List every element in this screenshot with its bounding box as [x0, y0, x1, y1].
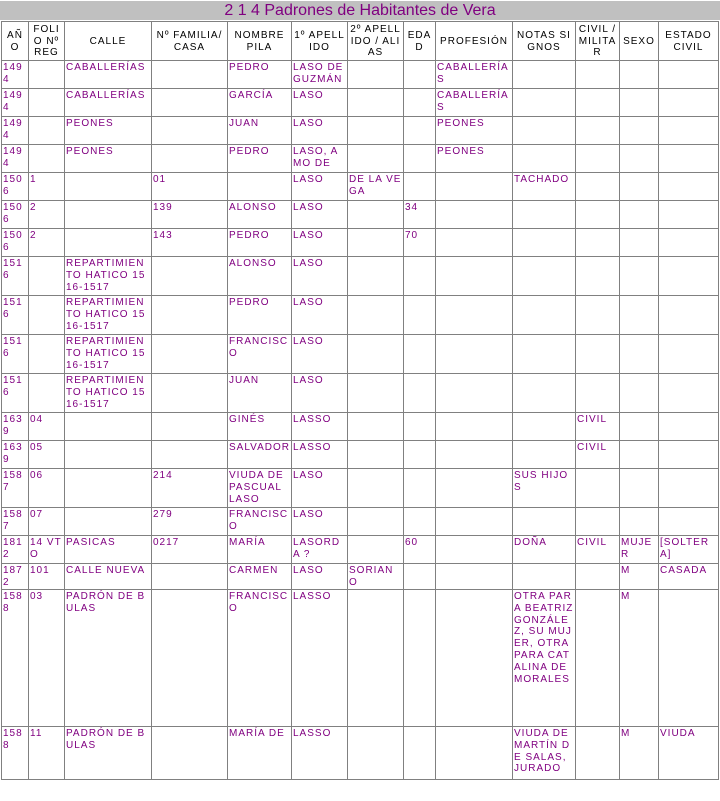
table-row — [2, 413, 719, 441]
header-cell: CIVIL / MILITAR — [576, 22, 620, 61]
table-cell — [404, 469, 436, 508]
table-cell — [620, 374, 659, 413]
table-cell — [659, 413, 719, 441]
table-cell — [659, 61, 719, 89]
table-cell: 0217 — [152, 536, 228, 564]
table-cell: 2 — [29, 201, 65, 229]
table-row — [2, 727, 719, 780]
table-cell: JUAN — [228, 374, 292, 413]
table-cell — [620, 257, 659, 296]
table-cell: 1639 — [2, 441, 29, 469]
table-cell: CIVIL — [576, 536, 620, 564]
table-cell: LASO — [292, 173, 348, 201]
table-body — [2, 61, 719, 780]
table-cell — [513, 257, 576, 296]
table-cell: CIVIL — [576, 413, 620, 441]
table-cell — [29, 296, 65, 335]
header-cell: 1º APELLIDO — [292, 22, 348, 61]
table-cell: 1516 — [2, 296, 29, 335]
table-cell — [29, 335, 65, 374]
table-cell — [659, 89, 719, 117]
table-cell — [576, 374, 620, 413]
table-cell: DE LA VEGA — [348, 173, 404, 201]
table-cell: LASSO — [292, 590, 348, 727]
header-cell: 2º APELLIDO / ALIAS — [348, 22, 404, 61]
table-cell — [152, 413, 228, 441]
table-cell — [404, 117, 436, 145]
table-cell: PADRÓN DE BULAS — [65, 727, 152, 780]
table-cell — [620, 296, 659, 335]
table-cell — [65, 441, 152, 469]
table-cell — [436, 590, 513, 727]
table-cell: 60 — [404, 536, 436, 564]
table-cell: CARMEN — [228, 564, 292, 590]
table-cell: M — [620, 590, 659, 727]
table-cell: PASICAS — [65, 536, 152, 564]
table-cell — [404, 61, 436, 89]
table-cell — [29, 89, 65, 117]
table-cell: PEDRO — [228, 229, 292, 257]
table-cell: 101 — [29, 564, 65, 590]
table-cell: 03 — [29, 590, 65, 727]
table-cell: FRANCISCO — [228, 508, 292, 536]
table-cell — [659, 201, 719, 229]
table-cell — [620, 413, 659, 441]
table-cell: VIUDA DE MARTÍN DE SALAS, JURADO — [513, 727, 576, 780]
table-cell — [65, 201, 152, 229]
table-cell: JUAN — [228, 117, 292, 145]
table-cell — [29, 61, 65, 89]
table-cell — [348, 145, 404, 173]
table-cell — [65, 173, 152, 201]
table-cell — [436, 201, 513, 229]
table-cell — [513, 145, 576, 173]
table-cell — [436, 441, 513, 469]
table-cell — [29, 374, 65, 413]
table-cell: 1812 — [2, 536, 29, 564]
header-cell: AÑO — [2, 22, 29, 61]
table-cell: 1506 — [2, 201, 29, 229]
table-cell — [436, 229, 513, 257]
header-row — [2, 22, 719, 61]
table-cell: 05 — [29, 441, 65, 469]
table-cell — [152, 145, 228, 173]
header-cell: Nº FAMILIA/CASA — [152, 22, 228, 61]
table-cell — [436, 335, 513, 374]
table-cell — [620, 201, 659, 229]
table-cell: LASO — [292, 201, 348, 229]
table-cell: PEDRO — [228, 296, 292, 335]
table-cell — [348, 536, 404, 564]
table-cell: 1494 — [2, 89, 29, 117]
table-cell — [29, 257, 65, 296]
header-cell: FOLIO Nº REG — [29, 22, 65, 61]
table-cell: CALLE NUEVA — [65, 564, 152, 590]
table-cell — [348, 469, 404, 508]
table-row — [2, 145, 719, 173]
table-cell — [576, 89, 620, 117]
table-cell — [513, 374, 576, 413]
table-cell — [576, 117, 620, 145]
table-cell: 214 — [152, 469, 228, 508]
table-cell — [576, 257, 620, 296]
table-row — [2, 296, 719, 335]
table-cell — [620, 441, 659, 469]
table-cell: PEONES — [65, 117, 152, 145]
table-cell: 04 — [29, 413, 65, 441]
table-cell — [620, 173, 659, 201]
table-cell: ALONSO — [228, 201, 292, 229]
table-cell — [152, 335, 228, 374]
table-cell: 143 — [152, 229, 228, 257]
table-cell — [348, 374, 404, 413]
table-cell — [65, 413, 152, 441]
table-cell — [404, 441, 436, 469]
table-row — [2, 590, 719, 727]
table-cell: REPARTIMIENTO HATICO 1516-1517 — [65, 296, 152, 335]
table-cell: LASO — [292, 296, 348, 335]
table-cell — [436, 564, 513, 590]
table-cell: LASORDA ? — [292, 536, 348, 564]
table-cell — [404, 257, 436, 296]
table-cell: LASO — [292, 374, 348, 413]
table-cell — [620, 508, 659, 536]
table-cell — [404, 374, 436, 413]
header-cell: NOTAS SIGNOS — [513, 22, 576, 61]
table-cell: 139 — [152, 201, 228, 229]
table-cell — [404, 335, 436, 374]
table-row — [2, 201, 719, 229]
table-cell — [152, 61, 228, 89]
table-cell: 1516 — [2, 374, 29, 413]
table-cell: PEONES — [436, 145, 513, 173]
table-cell: 1587 — [2, 469, 29, 508]
table-cell: 06 — [29, 469, 65, 508]
table-cell: GARCÍA — [228, 89, 292, 117]
table-cell: LASSO — [292, 413, 348, 441]
table-cell: LASO — [292, 229, 348, 257]
table-cell: VIUDA — [659, 727, 719, 780]
table-cell — [152, 441, 228, 469]
table-cell: SORIANO — [348, 564, 404, 590]
table-cell — [348, 296, 404, 335]
table-cell — [152, 257, 228, 296]
table-cell: FRANCISCO — [228, 590, 292, 727]
table-cell — [152, 727, 228, 780]
header-cell: CALLE — [65, 22, 152, 61]
table-cell — [659, 173, 719, 201]
table-cell — [436, 413, 513, 441]
table-cell: FRANCISCO — [228, 335, 292, 374]
table-cell: LASO — [292, 117, 348, 145]
table-cell: TACHADO — [513, 173, 576, 201]
table-cell — [404, 296, 436, 335]
table-cell — [348, 117, 404, 145]
table-cell: CABALLERÍAS — [436, 89, 513, 117]
table-cell: 279 — [152, 508, 228, 536]
table-row — [2, 374, 719, 413]
table-cell — [29, 117, 65, 145]
table-row — [2, 61, 719, 89]
table-cell — [576, 61, 620, 89]
table-cell: VIUDA DE PASCUAL LASO — [228, 469, 292, 508]
table-cell: PEDRO — [228, 61, 292, 89]
table-cell — [620, 89, 659, 117]
table-cell: LASSO — [292, 727, 348, 780]
table-cell — [436, 536, 513, 564]
table-cell: 1516 — [2, 335, 29, 374]
table-cell: LASO — [292, 335, 348, 374]
table-cell — [404, 173, 436, 201]
table-cell — [659, 335, 719, 374]
table-cell — [576, 229, 620, 257]
table-cell: [SOLTERA] — [659, 536, 719, 564]
table-cell: OTRA PARA BEATRIZ GONZÁLEZ, SU MUJER, OTRA PARA CATALINA DE MORALES — [513, 590, 576, 727]
table-cell: 14 VTO — [29, 536, 65, 564]
table-row — [2, 117, 719, 145]
table-cell: LASO — [292, 469, 348, 508]
table-cell: REPARTIMIENTO HATICO 1516-1517 — [65, 374, 152, 413]
table-cell: 01 — [152, 173, 228, 201]
table-cell: 1506 — [2, 173, 29, 201]
table-cell: CASADA — [659, 564, 719, 590]
table-cell: CIVIL — [576, 441, 620, 469]
table-cell — [404, 413, 436, 441]
table-cell — [152, 374, 228, 413]
table-cell — [29, 145, 65, 173]
table-cell: MARÍA DE — [228, 727, 292, 780]
table-cell — [513, 296, 576, 335]
table-cell: 2 — [29, 229, 65, 257]
table-cell — [348, 89, 404, 117]
table-cell — [576, 173, 620, 201]
table-cell — [436, 508, 513, 536]
table-cell: PEONES — [436, 117, 513, 145]
table-cell — [152, 117, 228, 145]
table-cell: 1588 — [2, 590, 29, 727]
table-cell: PADRÓN DE BULAS — [65, 590, 152, 727]
table-cell — [620, 61, 659, 89]
table-cell — [436, 374, 513, 413]
header-cell: PROFESIÓN — [436, 22, 513, 61]
table-cell: LASO — [292, 257, 348, 296]
table-cell — [436, 727, 513, 780]
table-cell — [348, 590, 404, 727]
table-cell — [404, 727, 436, 780]
table-cell — [65, 469, 152, 508]
table-cell — [152, 564, 228, 590]
table-cell: M — [620, 727, 659, 780]
table-row — [2, 89, 719, 117]
table-row — [2, 335, 719, 374]
table-cell: 1494 — [2, 61, 29, 89]
table-cell — [513, 441, 576, 469]
table-cell — [620, 335, 659, 374]
table-cell — [659, 590, 719, 727]
table-cell: REPARTIMIENTO HATICO 1516-1517 — [65, 335, 152, 374]
table-cell: LASO — [292, 508, 348, 536]
table-cell — [436, 173, 513, 201]
table-cell — [659, 441, 719, 469]
table-cell — [404, 89, 436, 117]
table-cell — [513, 508, 576, 536]
table-cell — [659, 257, 719, 296]
header-cell: ESTADO CIVIL — [659, 22, 719, 61]
table-cell — [576, 590, 620, 727]
table-cell — [513, 335, 576, 374]
table-cell — [576, 145, 620, 173]
table-cell — [659, 469, 719, 508]
table-cell: DOÑA — [513, 536, 576, 564]
table-cell — [348, 441, 404, 469]
table-row — [2, 536, 719, 564]
table-cell — [513, 61, 576, 89]
table-cell — [513, 413, 576, 441]
table-cell — [404, 590, 436, 727]
table-cell: CABALLERÍAS — [65, 61, 152, 89]
table-cell — [576, 201, 620, 229]
table-cell — [620, 117, 659, 145]
page-title: 2 1 4 Padrones de Habitantes de Vera — [0, 1, 720, 20]
table-cell — [620, 145, 659, 173]
table-cell: 07 — [29, 508, 65, 536]
table-cell: 1494 — [2, 117, 29, 145]
table-cell — [65, 508, 152, 536]
table-cell: 1494 — [2, 145, 29, 173]
table-cell — [436, 257, 513, 296]
table-cell — [659, 374, 719, 413]
table-cell: 1587 — [2, 508, 29, 536]
table-cell — [620, 229, 659, 257]
table-cell: PEDRO — [228, 145, 292, 173]
table-cell: 1 — [29, 173, 65, 201]
table-cell — [576, 727, 620, 780]
table-cell — [436, 296, 513, 335]
table-cell — [576, 469, 620, 508]
table-cell — [513, 201, 576, 229]
table-cell — [152, 89, 228, 117]
table-cell: LASO — [292, 89, 348, 117]
padrones-table — [1, 21, 719, 780]
table-cell — [65, 229, 152, 257]
table-cell: LASO DE GUZMÁN — [292, 61, 348, 89]
table-cell — [659, 117, 719, 145]
table-cell — [404, 564, 436, 590]
table-cell — [436, 469, 513, 508]
table-cell: GINÉS — [228, 413, 292, 441]
table-cell — [348, 257, 404, 296]
table-cell — [348, 727, 404, 780]
table-cell: LASSO — [292, 441, 348, 469]
table-row — [2, 508, 719, 536]
table-cell: 1516 — [2, 257, 29, 296]
table-cell — [576, 335, 620, 374]
table-cell — [659, 145, 719, 173]
table-row — [2, 564, 719, 590]
table-cell: 1872 — [2, 564, 29, 590]
table-cell: 34 — [404, 201, 436, 229]
table-cell: MUJER — [620, 536, 659, 564]
header-cell: EDAD — [404, 22, 436, 61]
table-cell: ALONSO — [228, 257, 292, 296]
table-cell: SALVADOR — [228, 441, 292, 469]
table-cell — [348, 335, 404, 374]
table-cell: 70 — [404, 229, 436, 257]
table-cell: CABALLERÍAS — [65, 89, 152, 117]
table-cell: LASO, AMO DE — [292, 145, 348, 173]
table-cell — [513, 229, 576, 257]
table-cell — [348, 508, 404, 536]
table-cell — [228, 173, 292, 201]
table-cell — [620, 469, 659, 508]
header-cell: NOMBRE PILA — [228, 22, 292, 61]
table-cell — [576, 564, 620, 590]
table-row — [2, 469, 719, 508]
table-cell — [348, 413, 404, 441]
table-cell: 1639 — [2, 413, 29, 441]
table-row — [2, 229, 719, 257]
header-cell: SEXO — [620, 22, 659, 61]
table-cell — [513, 564, 576, 590]
table-cell: 1506 — [2, 229, 29, 257]
table-cell: PEONES — [65, 145, 152, 173]
table-row — [2, 173, 719, 201]
table-cell — [152, 296, 228, 335]
table-cell — [659, 296, 719, 335]
table-row — [2, 441, 719, 469]
table-cell — [513, 89, 576, 117]
table-cell: REPARTIMIENTO HATICO 1516-1517 — [65, 257, 152, 296]
table-cell — [659, 508, 719, 536]
table-cell: CABALLERÍAS — [436, 61, 513, 89]
table-cell: 11 — [29, 727, 65, 780]
table-cell — [576, 296, 620, 335]
table-cell — [348, 61, 404, 89]
table-cell: SUS HIJOS — [513, 469, 576, 508]
table-cell — [348, 201, 404, 229]
table-cell — [404, 508, 436, 536]
table-cell — [659, 229, 719, 257]
table-cell: MARÍA — [228, 536, 292, 564]
table-cell: M — [620, 564, 659, 590]
table-cell — [152, 590, 228, 727]
table-cell — [576, 508, 620, 536]
table-cell — [348, 229, 404, 257]
table-cell: 1588 — [2, 727, 29, 780]
table-row — [2, 257, 719, 296]
table-cell: LASO — [292, 564, 348, 590]
table-cell — [513, 117, 576, 145]
table-cell — [404, 145, 436, 173]
